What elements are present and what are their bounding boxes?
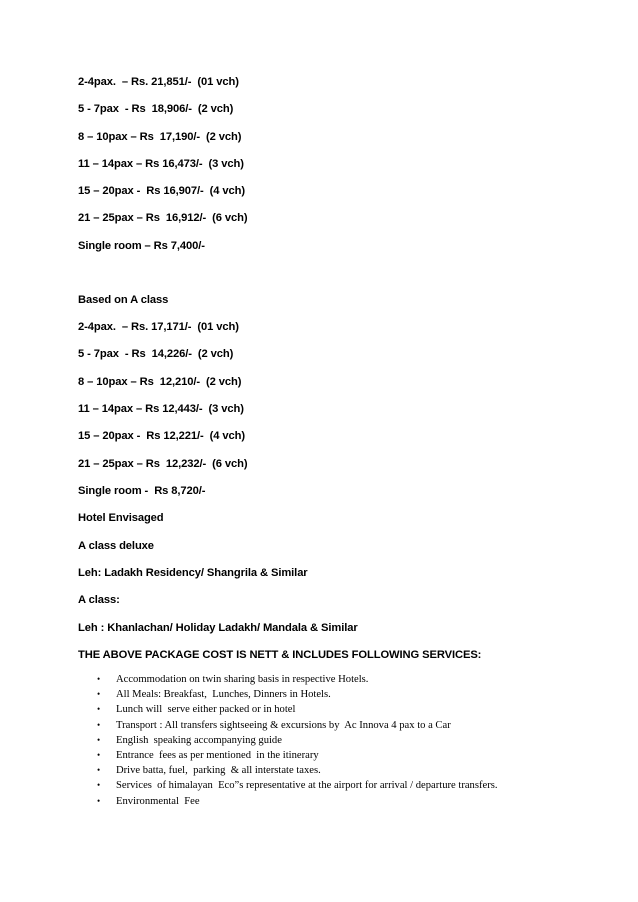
price-line: 21 – 25pax – Rs 12,232/- (6 vch) (78, 458, 248, 470)
bullet-icon: • (97, 795, 101, 806)
hotels-heading: Hotel Envisaged (78, 512, 164, 524)
price-line: 21 – 25pax – Rs 16,912/- (6 vch) (78, 212, 248, 224)
hotel-list: Leh : Khanlachan/ Holiday Ladakh/ Mandala & Similar (78, 622, 358, 634)
price-line: 2-4pax. – Rs. 21,851/- (01 vch) (78, 76, 239, 88)
section-heading-a-class: Based on A class (78, 294, 169, 306)
price-line: 8 – 10pax – Rs 17,190/- (2 vch) (78, 131, 242, 143)
service-text: Entrance fees as per mentioned in the itinerary (116, 749, 319, 761)
price-line: 5 - 7pax - Rs 14,226/- (2 vch) (78, 348, 234, 360)
bullet-icon: • (97, 719, 101, 730)
service-text: Environmental Fee (116, 795, 200, 807)
list-item (97, 672, 498, 687)
service-text: All Meals: Breakfast, Lunches, Dinners in Hotels. (116, 689, 331, 701)
service-text: Lunch will serve either packed or in hotel (116, 704, 296, 716)
list-item (97, 748, 498, 763)
bullet-icon: • (97, 674, 101, 684)
hotel-category-label: A class: (78, 594, 120, 606)
price-line: 8 – 10pax – Rs 12,210/- (2 vch) (78, 376, 242, 388)
service-text: Services of himalayan Eco”s representative at the airport for arrival / departure transfers. (116, 780, 498, 792)
services-list (97, 672, 498, 809)
service-text: Transport : All transfers sightseeing & excursions by Ac Innova 4 pax to a Car (116, 719, 451, 731)
bullet-icon: • (97, 749, 101, 760)
list-item (97, 763, 498, 778)
bullet-icon: • (97, 689, 101, 700)
price-line: 5 - 7pax - Rs 18,906/- (2 vch) (78, 103, 234, 115)
price-line: 15 – 20pax - Rs 16,907/- (4 vch) (78, 185, 245, 197)
list-item (97, 778, 498, 793)
price-line: 11 – 14pax – Rs 12,443/- (3 vch) (78, 403, 244, 415)
services-heading: THE ABOVE PACKAGE COST IS NETT & INCLUDES FOLLOWING SERVICES: (78, 649, 482, 661)
list-item (97, 718, 498, 733)
bullet-icon: • (97, 704, 101, 715)
service-text: English speaking accompanying guide (116, 734, 282, 746)
single-room-price: Single room - Rs 8,720/- (78, 485, 206, 497)
single-room-price: Single room – Rs 7,400/- (78, 240, 205, 252)
service-text: Drive batta, fuel, parking & all interstate taxes. (116, 765, 321, 777)
service-text: Accommodation on twin sharing basis in respective Hotels. (116, 674, 369, 685)
price-line: 11 – 14pax – Rs 16,473/- (3 vch) (78, 158, 244, 170)
price-line: 2-4pax. – Rs. 17,171/- (01 vch) (78, 321, 239, 333)
list-item (97, 687, 498, 702)
list-item (97, 702, 498, 717)
bullet-icon: • (97, 765, 101, 776)
bullet-icon: • (97, 780, 101, 791)
bullet-icon: • (97, 734, 101, 745)
list-item (97, 794, 498, 809)
price-line: 15 – 20pax - Rs 12,221/- (4 vch) (78, 430, 245, 442)
hotel-category-label: A class deluxe (78, 540, 154, 552)
hotel-list: Leh: Ladakh Residency/ Shangrila & Similar (78, 567, 308, 579)
list-item (97, 733, 498, 748)
